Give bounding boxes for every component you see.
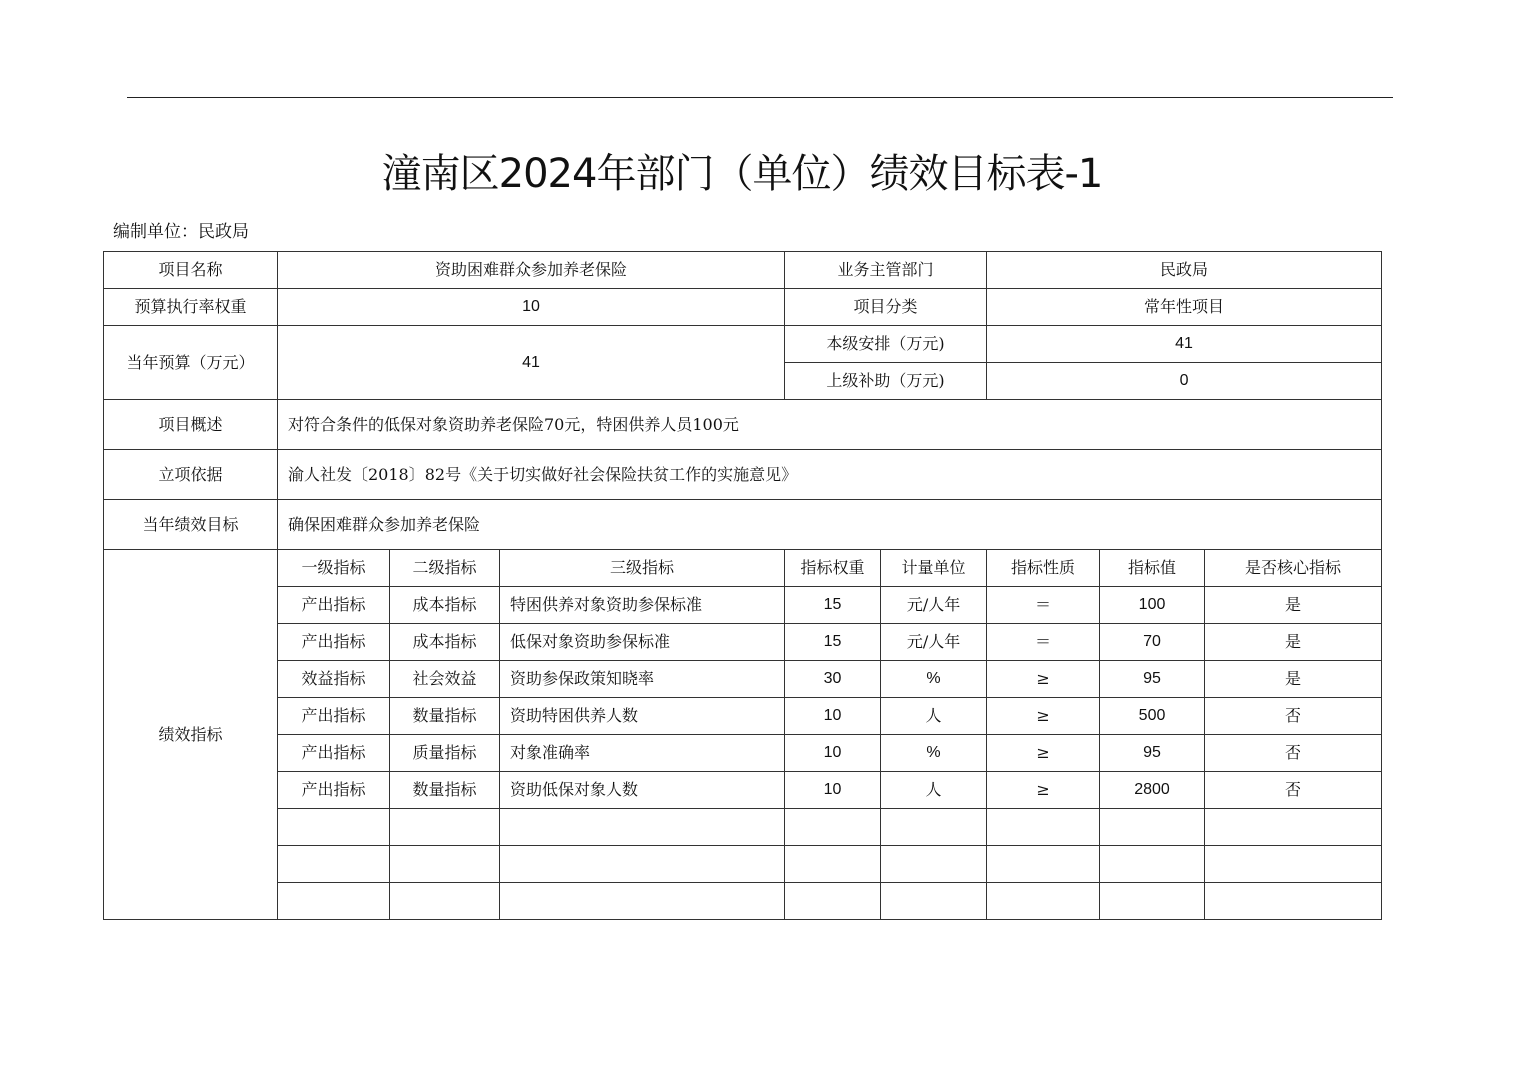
weight-cell: 30: [785, 661, 881, 698]
project-name-value: 资助困难群众参加养老保险: [278, 252, 785, 289]
indicators-section-label: 绩效指标: [104, 550, 278, 920]
nature-cell: ＝: [987, 587, 1100, 624]
level1-cell: 产出指标: [278, 735, 390, 772]
empty-row: [104, 809, 1382, 846]
table-row: [104, 735, 1382, 772]
budget-value: 41: [278, 326, 785, 400]
document-title: 潼南区2024年部门（单位）绩效目标表-1: [381, 151, 1103, 197]
indicator-header-row: [104, 550, 1382, 587]
nature-cell: ＝: [987, 624, 1100, 661]
value-cell: 95: [1100, 735, 1205, 772]
empty-row: [104, 883, 1382, 920]
header-nature: 指标性质: [987, 550, 1100, 587]
value-cell: 2800: [1100, 772, 1205, 809]
basis-value: 渝人社发〔2018〕82号《关于切实做好社会保险扶贫工作的实施意见》: [278, 450, 1382, 500]
row-overview: [104, 400, 1382, 450]
level3-cell: 资助低保对象人数: [500, 772, 785, 809]
level2-cell: 社会效益: [390, 661, 500, 698]
local-label: 本级安排（万元): [785, 326, 987, 363]
local-value: 41: [987, 326, 1382, 363]
value-cell: 100: [1100, 587, 1205, 624]
upper-value: 0: [987, 363, 1382, 400]
project-name-label: 项目名称: [104, 252, 278, 289]
core-cell: 是: [1205, 661, 1382, 698]
table-row: [104, 661, 1382, 698]
weight-cell: 10: [785, 772, 881, 809]
dept-value: 民政局: [987, 252, 1382, 289]
level3-cell: 资助特困供养人数: [500, 698, 785, 735]
value-cell: 70: [1100, 624, 1205, 661]
category-value: 常年性项目: [987, 289, 1382, 326]
row-goal: [104, 500, 1382, 550]
weight-cell: 15: [785, 587, 881, 624]
header-unit: 计量单位: [881, 550, 987, 587]
weight-cell: 15: [785, 624, 881, 661]
level3-cell: 特困供养对象资助参保标准: [500, 587, 785, 624]
empty-row: [104, 846, 1382, 883]
header-level1: 一级指标: [278, 550, 390, 587]
core-cell: 是: [1205, 624, 1382, 661]
level2-cell: 数量指标: [390, 698, 500, 735]
nature-cell: ≥: [987, 661, 1100, 698]
nature-cell: ≥: [987, 772, 1100, 809]
unit-cell: 人: [881, 698, 987, 735]
basis-label: 立项依据: [104, 450, 278, 500]
core-cell: 否: [1205, 698, 1382, 735]
row-project-name: [104, 252, 1382, 289]
overview-value: 对符合条件的低保对象资助养老保险70元，特困供养人员100元: [278, 400, 1382, 450]
weight-cell: 10: [785, 698, 881, 735]
nature-cell: ≥: [987, 735, 1100, 772]
unit-cell: %: [881, 661, 987, 698]
level2-cell: 成本指标: [390, 587, 500, 624]
core-cell: 是: [1205, 587, 1382, 624]
goal-label: 当年绩效目标: [104, 500, 278, 550]
value-cell: 95: [1100, 661, 1205, 698]
unit-cell: %: [881, 735, 987, 772]
level1-cell: 产出指标: [278, 698, 390, 735]
level2-cell: 成本指标: [390, 624, 500, 661]
header-level3: 三级指标: [500, 550, 785, 587]
row-budget-local: [104, 326, 1382, 363]
weight-cell: 10: [785, 735, 881, 772]
level3-cell: 资助参保政策知晓率: [500, 661, 785, 698]
upper-label: 上级补助（万元): [785, 363, 987, 400]
performance-target-table: [103, 251, 1382, 920]
core-cell: 否: [1205, 735, 1382, 772]
level1-cell: 效益指标: [278, 661, 390, 698]
header-value: 指标值: [1100, 550, 1205, 587]
weight-value: 10: [278, 289, 785, 326]
compiler-unit: 编制单位：民政局: [113, 222, 249, 242]
row-budget-weight: [104, 289, 1382, 326]
level3-cell: 低保对象资助参保标准: [500, 624, 785, 661]
level1-cell: 产出指标: [278, 587, 390, 624]
level1-cell: 产出指标: [278, 624, 390, 661]
overview-label: 项目概述: [104, 400, 278, 450]
unit-cell: 人: [881, 772, 987, 809]
header-rule: [127, 97, 1393, 98]
level2-cell: 数量指标: [390, 772, 500, 809]
row-basis: [104, 450, 1382, 500]
value-cell: 500: [1100, 698, 1205, 735]
unit-cell: 元/人年: [881, 624, 987, 661]
header-level2: 二级指标: [390, 550, 500, 587]
dept-label: 业务主管部门: [785, 252, 987, 289]
core-cell: 否: [1205, 772, 1382, 809]
table-row: [104, 698, 1382, 735]
weight-label: 预算执行率权重: [104, 289, 278, 326]
header-weight: 指标权重: [785, 550, 881, 587]
level1-cell: 产出指标: [278, 772, 390, 809]
table-row: [104, 624, 1382, 661]
table-row: [104, 772, 1382, 809]
level3-cell: 对象准确率: [500, 735, 785, 772]
level2-cell: 质量指标: [390, 735, 500, 772]
nature-cell: ≥: [987, 698, 1100, 735]
budget-label: 当年预算（万元）: [104, 326, 278, 400]
unit-cell: 元/人年: [881, 587, 987, 624]
table-row: [104, 587, 1382, 624]
goal-value: 确保困难群众参加养老保险: [278, 500, 1382, 550]
category-label: 项目分类: [785, 289, 987, 326]
header-core: 是否核心指标: [1205, 550, 1382, 587]
